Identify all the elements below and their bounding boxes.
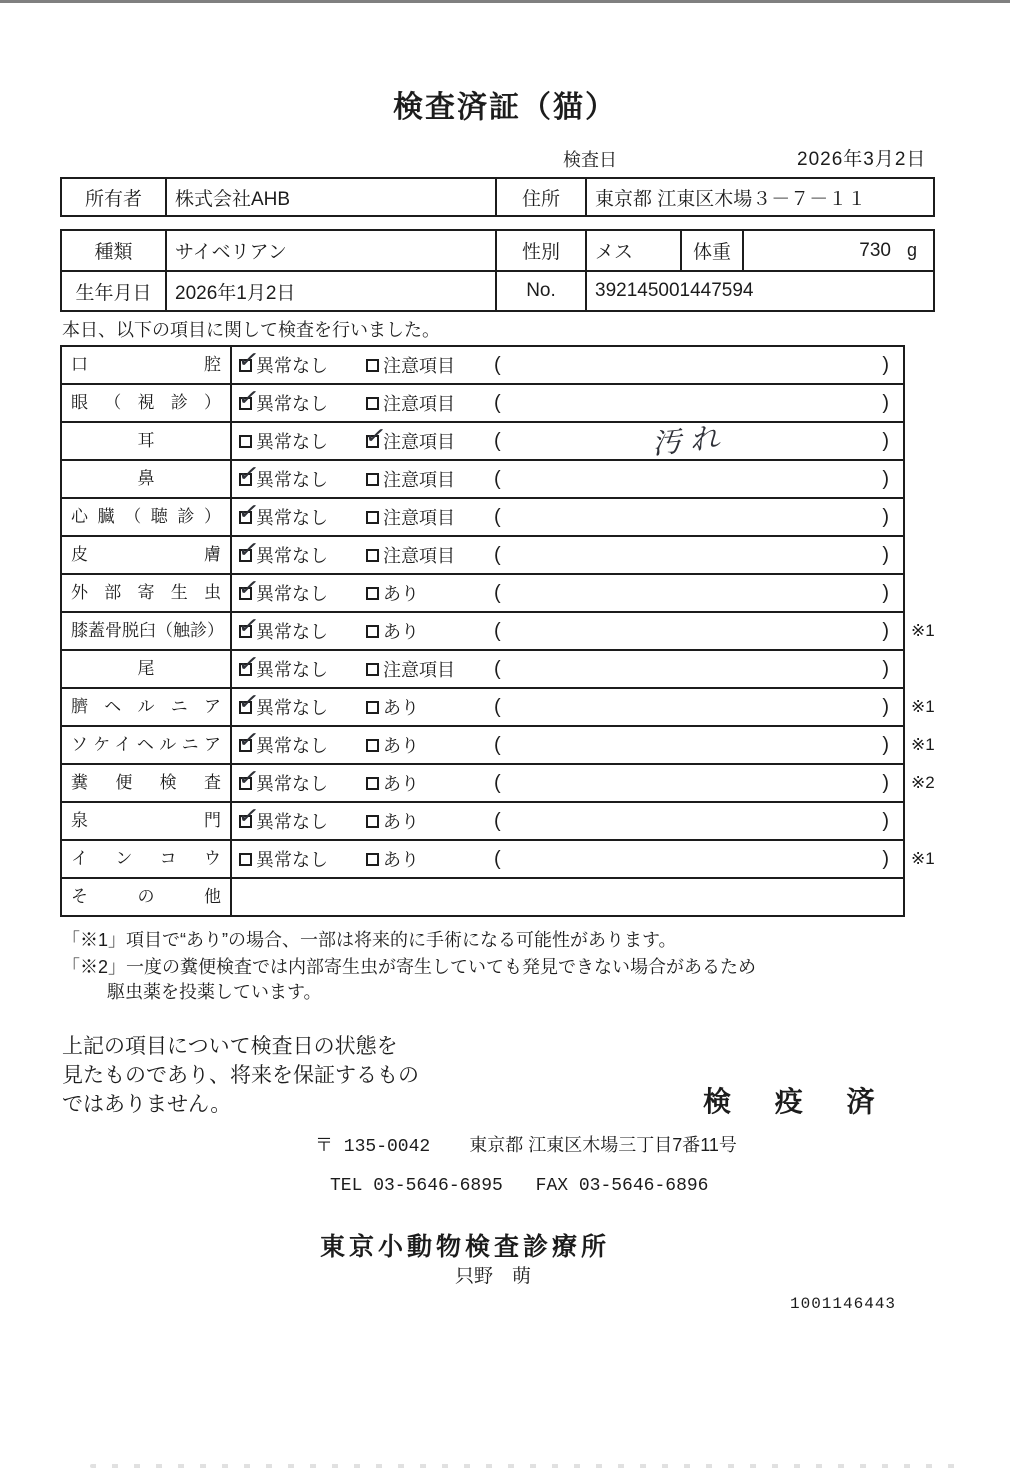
checkbox-option <box>366 618 419 644</box>
open-paren: ( <box>494 847 501 870</box>
number-label: No. <box>495 272 585 310</box>
inspection-row <box>62 765 935 803</box>
inspection-item-label: 口腔 <box>62 347 232 383</box>
veterinarian-name: 只野 萌 <box>455 1266 532 1287</box>
checkbox-option <box>366 390 455 416</box>
sex-label: 性別 <box>495 231 585 270</box>
inspection-item-options <box>232 461 490 497</box>
close-paren: ) <box>882 809 889 832</box>
open-paren: ( <box>494 391 501 414</box>
unchecked-checkbox <box>366 511 379 524</box>
remarks-cell <box>490 347 903 383</box>
inspection-row <box>62 727 935 765</box>
remarks-cell <box>490 879 903 915</box>
open-paren: ( <box>494 429 501 452</box>
checked-checkbox <box>366 435 379 448</box>
checkbox-label: 異常なし <box>256 432 328 452</box>
checkbox-option <box>239 466 364 492</box>
checkbox-label: 異常なし <box>256 584 328 604</box>
inspection-item-options <box>232 575 490 611</box>
checked-checkbox <box>239 549 252 562</box>
unchecked-checkbox <box>366 473 379 486</box>
remarks-cell <box>490 613 903 649</box>
inspection-row <box>62 879 903 915</box>
weight-label: 体重 <box>680 231 742 270</box>
checkbox-option <box>239 428 364 454</box>
footnote-reference: ※1 <box>911 621 935 640</box>
animal-table-row-1 <box>62 231 933 270</box>
inspection-table <box>60 345 935 917</box>
owner-address: 東京都 江東区木場３－７－１１ <box>585 179 933 215</box>
checkbox-option <box>366 466 455 492</box>
inspection-item-options <box>232 613 490 649</box>
checkbox-label: 異常なし <box>256 546 328 566</box>
checkbox-option <box>239 732 364 758</box>
inspection-item-label: 耳 <box>62 423 232 459</box>
inspection-row <box>62 420 903 461</box>
checked-checkbox <box>239 511 252 524</box>
checkbox-label: 注意項目 <box>383 432 455 452</box>
open-paren: ( <box>494 619 501 642</box>
checked-checkbox <box>239 397 252 410</box>
inspection-item-options <box>232 689 490 725</box>
checkbox-option <box>239 846 364 872</box>
inspection-date-value: 2026年3月2日 <box>797 149 927 170</box>
inspection-item-label: 鼻 <box>62 461 232 497</box>
intro-text: 本日、以下の項目に関して検査を行いました。 <box>62 320 440 340</box>
footnote-reference: ※1 <box>911 849 935 868</box>
inspection-row <box>62 613 935 651</box>
scan-smudge-artifact <box>90 1464 970 1468</box>
checkbox-option <box>366 542 455 568</box>
checkbox-label: あり <box>383 622 419 642</box>
close-paren: ) <box>882 505 889 528</box>
inspection-item-label: 膝蓋骨脱臼（触診） <box>62 613 232 649</box>
checkbox-option <box>366 732 419 758</box>
inspection-item-label: インコウ <box>62 841 232 877</box>
inspection-date-label: 検査日 <box>563 150 617 170</box>
birthdate-value: 2026年1月2日 <box>165 272 495 310</box>
checked-checkbox <box>239 777 252 790</box>
inspection-row <box>62 803 903 841</box>
checked-checkbox <box>239 663 252 676</box>
owner-table <box>60 177 935 217</box>
checkbox-label: 異常なし <box>256 774 328 794</box>
unchecked-checkbox <box>366 587 379 600</box>
checkbox-label: 異常なし <box>256 622 328 642</box>
microchip-number: 392145001447594 <box>585 272 933 310</box>
inspection-item-options <box>232 423 490 459</box>
footnote-reference: ※2 <box>911 773 935 792</box>
close-paren: ) <box>882 429 889 452</box>
checkbox-option <box>239 808 364 834</box>
footnote-2: 「※2」一度の糞便検査では内部寄生虫が寄生していても発見できない場合があるため <box>62 957 757 977</box>
checkbox-label: あり <box>383 774 419 794</box>
checkbox-label: あり <box>383 736 419 756</box>
unchecked-checkbox <box>366 739 379 752</box>
checkbox-label: 注意項目 <box>383 660 455 680</box>
open-paren: ( <box>494 353 501 376</box>
unchecked-checkbox <box>366 397 379 410</box>
unchecked-checkbox <box>239 853 252 866</box>
close-paren: ) <box>882 581 889 604</box>
open-paren: ( <box>494 581 501 604</box>
checked-checkbox <box>239 473 252 486</box>
checkbox-option <box>366 428 455 454</box>
document-serial-number: 1001146443 <box>790 1295 897 1313</box>
checkbox-option <box>239 618 364 644</box>
scan-edge-artifact <box>0 0 1010 3</box>
checked-checkbox <box>239 359 252 372</box>
remarks-cell <box>490 689 903 725</box>
unchecked-checkbox <box>366 625 379 638</box>
postal-code: 〒 135-0042 <box>315 1137 431 1157</box>
open-paren: ( <box>494 657 501 680</box>
checked-checkbox <box>239 815 252 828</box>
inspection-row <box>62 575 903 613</box>
clinic-fax: FAX 03-5646-6896 <box>535 1176 709 1196</box>
checkbox-label: 異常なし <box>256 470 328 490</box>
clinic-tel: TEL 03-5646-6895 <box>330 1176 503 1196</box>
checked-checkbox <box>239 625 252 638</box>
weight-unit: g <box>906 240 917 260</box>
inspection-item-options <box>232 499 490 535</box>
checkbox-label: 異常なし <box>256 698 328 718</box>
inspection-item-label: 糞便検査 <box>62 765 232 801</box>
inspection-row <box>62 841 935 879</box>
close-paren: ) <box>882 771 889 794</box>
checkbox-label: 注意項目 <box>383 470 455 490</box>
inspection-item-options <box>232 651 490 687</box>
unchecked-checkbox <box>366 549 379 562</box>
remarks-cell <box>490 803 903 839</box>
inspection-item-options <box>232 879 490 915</box>
checkbox-label: あり <box>383 698 419 718</box>
close-paren: ) <box>882 847 889 870</box>
quarantine-stamp: 検 疫 済 <box>703 1086 893 1117</box>
open-paren: ( <box>494 543 501 566</box>
inspection-item-label: 外部寄生虫 <box>62 575 232 611</box>
checkbox-label: 注意項目 <box>383 546 455 566</box>
inspection-item-label: 眼（視診） <box>62 385 232 421</box>
close-paren: ) <box>882 353 889 376</box>
owner-label: 所有者 <box>84 188 142 210</box>
inspection-item-label: その他 <box>62 879 232 915</box>
open-paren: ( <box>494 809 501 832</box>
checkbox-label: 異常なし <box>256 850 328 870</box>
checkbox-option <box>239 770 364 796</box>
close-paren: ) <box>882 543 889 566</box>
checked-checkbox <box>239 739 252 752</box>
inspection-row <box>62 347 903 385</box>
open-paren: ( <box>494 771 501 794</box>
open-paren: ( <box>494 695 501 718</box>
checkbox-option <box>366 694 419 720</box>
open-paren: ( <box>494 467 501 490</box>
inspection-item-options <box>232 727 490 763</box>
breed-value: サイベリアン <box>165 231 495 270</box>
clinic-address-line <box>315 1131 737 1157</box>
unchecked-checkbox <box>366 815 379 828</box>
remarks-cell <box>490 765 903 801</box>
weight-value: 730 <box>859 239 891 261</box>
open-paren: ( <box>494 505 501 528</box>
inspection-row <box>62 499 903 537</box>
inspection-item-label: 臍ヘルニア <box>62 689 232 725</box>
checkbox-option <box>239 694 364 720</box>
animal-table <box>60 229 935 312</box>
close-paren: ) <box>882 733 889 756</box>
disclaimer-text <box>62 1032 419 1119</box>
remarks-cell <box>490 727 903 763</box>
checkbox-label: 異常なし <box>256 660 328 680</box>
checkbox-label: 異常なし <box>256 356 328 376</box>
checkbox-label: 注意項目 <box>383 394 455 414</box>
birthdate-label: 生年月日 <box>75 282 152 304</box>
checkbox-label: あり <box>383 584 419 604</box>
inspection-row <box>62 651 903 689</box>
checkbox-option <box>366 808 419 834</box>
inspection-item-label: 皮膚 <box>62 537 232 573</box>
unchecked-checkbox <box>366 663 379 676</box>
checkbox-option <box>239 580 364 606</box>
disclaimer-line-2: 見たものであり、将来を保証するもの <box>62 1064 419 1087</box>
inspection-item-label: 心臓（聴診） <box>62 499 232 535</box>
clinic-name: 東京小動物検査診療所 <box>320 1233 611 1261</box>
checkbox-option <box>366 770 419 796</box>
checked-checkbox <box>239 701 252 714</box>
inspection-item-options <box>232 765 490 801</box>
close-paren: ) <box>882 657 889 680</box>
inspection-item-label: ソケイヘルニア <box>62 727 232 763</box>
inspection-row <box>62 537 903 575</box>
animal-table-row-2 <box>62 270 933 310</box>
unchecked-checkbox <box>366 853 379 866</box>
checkbox-option <box>239 390 364 416</box>
unchecked-checkbox <box>366 359 379 372</box>
clinic-phone-line <box>330 1176 708 1196</box>
inspection-item-options <box>232 841 490 877</box>
inspection-item-options <box>232 803 490 839</box>
inspection-item-options <box>232 537 490 573</box>
remarks-cell <box>490 651 903 687</box>
inspection-row <box>62 689 935 727</box>
checkbox-option <box>239 504 364 530</box>
checkbox-label: 異常なし <box>256 812 328 832</box>
close-paren: ) <box>882 619 889 642</box>
remarks-cell <box>490 841 903 877</box>
checkbox-option <box>366 504 455 530</box>
disclaimer-line-1: 上記の項目について検査日の状態を <box>62 1035 398 1058</box>
unchecked-checkbox <box>366 701 379 714</box>
close-paren: ) <box>882 391 889 414</box>
remarks-cell <box>490 420 903 461</box>
footnote-1: 「※1」項目で“あり”の場合、一部は将来的に手術になる可能性があります。 <box>62 930 677 950</box>
checkbox-label: あり <box>383 850 419 870</box>
sex-value: メス <box>585 231 680 270</box>
close-paren: ) <box>882 467 889 490</box>
weight-value-cell <box>742 231 933 270</box>
breed-label: 種類 <box>94 242 133 263</box>
checkbox-option <box>366 580 419 606</box>
disclaimer-line-3: ではありません。 <box>62 1093 232 1116</box>
inspection-item-options <box>232 347 490 383</box>
checkbox-label: 注意項目 <box>383 356 455 376</box>
remarks-cell <box>490 499 903 535</box>
checkbox-option <box>239 352 364 378</box>
checkbox-option <box>366 846 419 872</box>
checkbox-label: 注意項目 <box>383 508 455 528</box>
checkbox-label: あり <box>383 812 419 832</box>
document-title: 検査済証（猫） <box>393 91 617 124</box>
checkbox-option <box>239 542 364 568</box>
unchecked-checkbox <box>366 777 379 790</box>
handwritten-note: 汚れ <box>651 420 732 461</box>
clinic-address: 東京都 江東区木場三丁目7番11号 <box>469 1135 737 1155</box>
checkbox-label: 異常なし <box>256 394 328 414</box>
remarks-cell <box>490 575 903 611</box>
footnote-reference: ※1 <box>911 697 935 716</box>
checked-checkbox <box>239 587 252 600</box>
remarks-cell <box>490 461 903 497</box>
footnote-2-continued: 駆虫薬を投薬しています。 <box>107 982 322 1002</box>
close-paren: ) <box>882 695 889 718</box>
footnote-reference: ※1 <box>911 735 935 754</box>
checkbox-option <box>239 656 364 682</box>
unchecked-checkbox <box>239 435 252 448</box>
owner-name: 株式会社AHB <box>165 179 495 215</box>
checkbox-option <box>366 656 455 682</box>
owner-address-label: 住所 <box>495 179 585 215</box>
open-paren: ( <box>494 733 501 756</box>
checkbox-option <box>366 352 455 378</box>
inspection-item-label: 泉門 <box>62 803 232 839</box>
inspection-item-label: 尾 <box>62 651 232 687</box>
remarks-cell <box>490 537 903 573</box>
inspection-row <box>62 461 903 499</box>
inspection-item-options <box>232 385 490 421</box>
checkbox-label: 異常なし <box>256 508 328 528</box>
checkbox-label: 異常なし <box>256 736 328 756</box>
